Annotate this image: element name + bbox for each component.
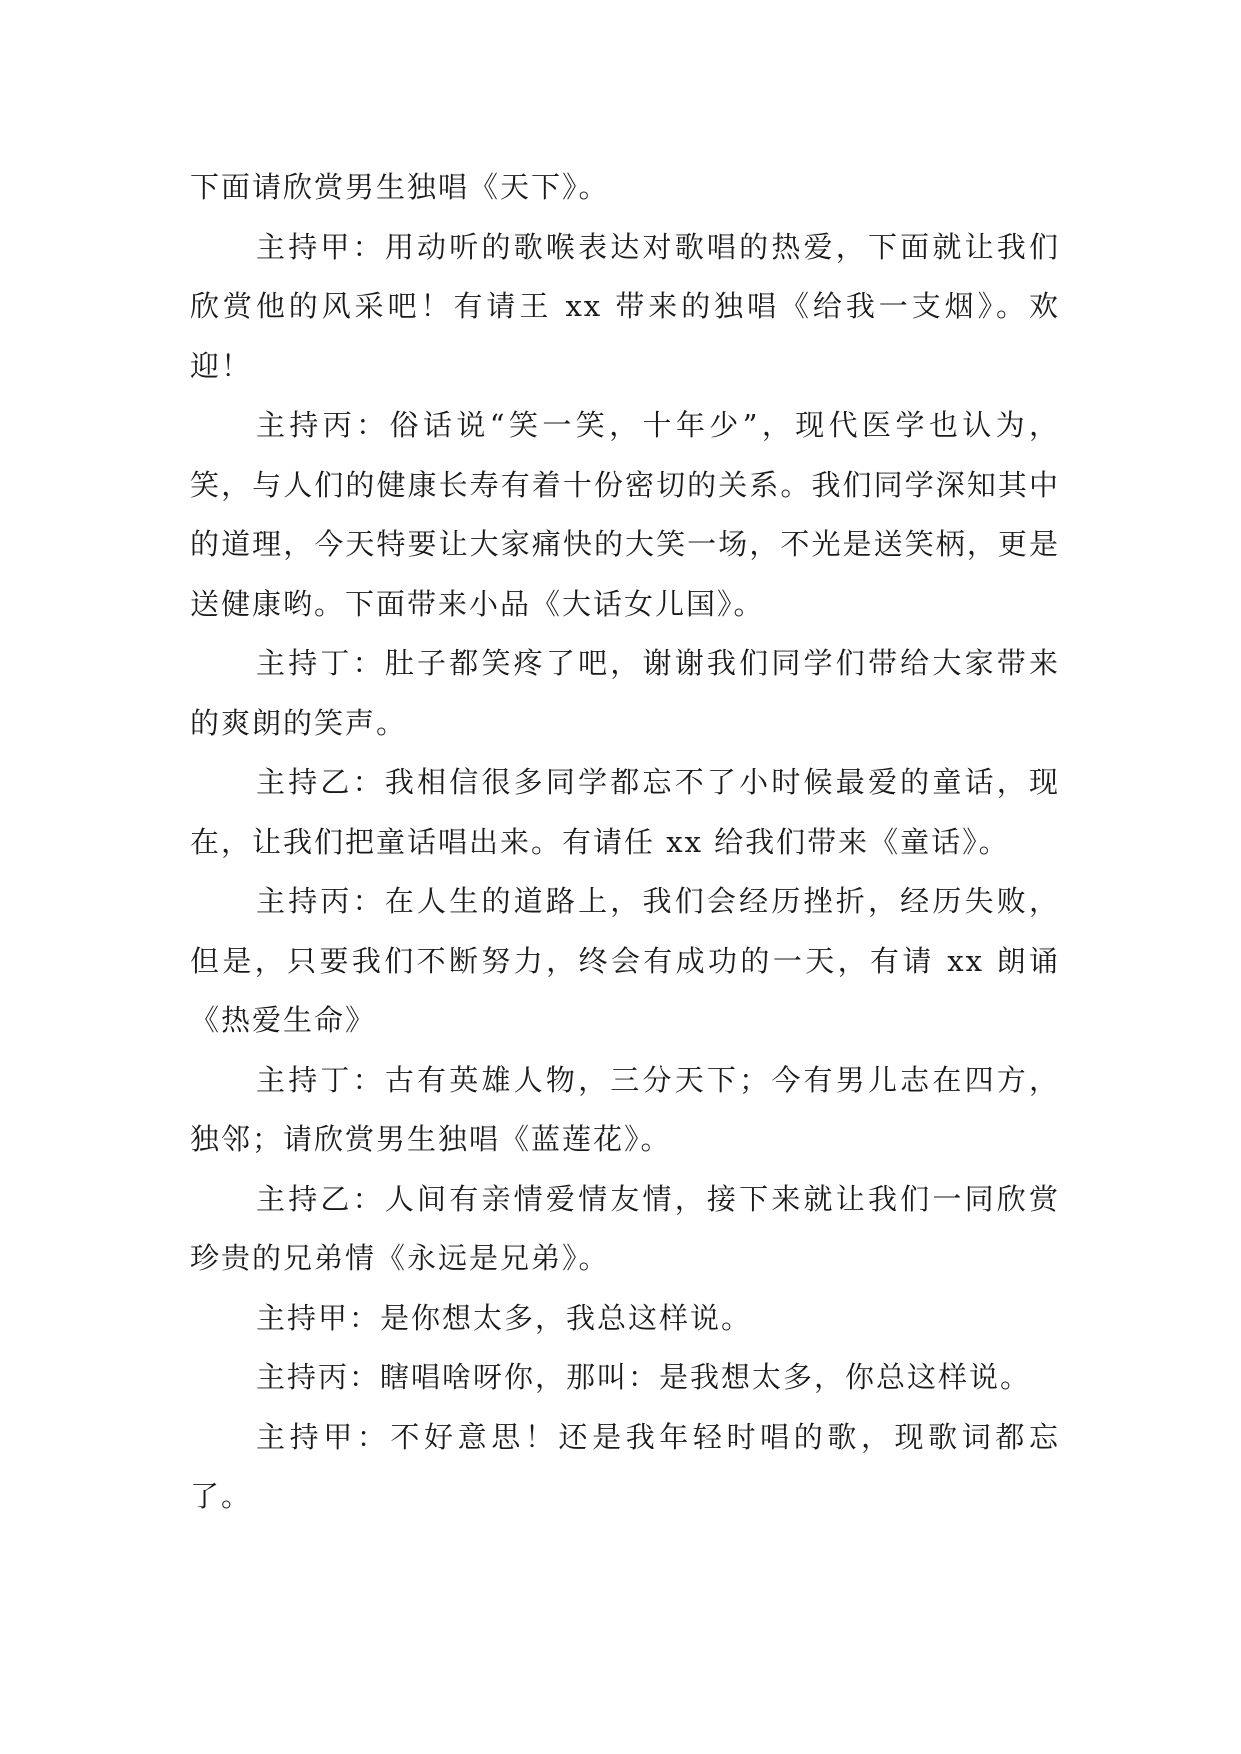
paragraph-4: 主持乙：我相信很多同学都忘不了小时候最爱的童话，现在，让我们把童话唱出来。有请任 xx 给我们带来《童话》。 <box>190 765 1060 859</box>
paragraph-2: 主持丙：俗话说“笑一笑，十年少”，现代医学也认为，笑，与人们的健康长寿有着十份密切的关系。我们同学深知其中的道理，今天特要让大家痛快的大笑一场，不光是送笑柄，更是送健康哟。下面带来小品《大话女儿国》。 <box>190 408 1060 621</box>
paragraph-10: 主持甲：不好意思！还是我年轻时唱的歌，现歌词都忘了。 <box>190 1419 1060 1513</box>
paragraph-3: 主持丁：肚子都笑疼了吧，谢谢我们同学们带给大家带来的爽朗的笑声。 <box>190 646 1060 740</box>
paragraph-6: 主持丁：古有英雄人物，三分天下；今有男儿志在四方，独邻；请欣赏男生独唱《蓝莲花》。 <box>190 1062 1060 1156</box>
paragraph-5: 主持丙：在人生的道路上，我们会经历挫折，经历失败，但是，只要我们不断努力，终会有成功的一天，有请 xx 朗诵《热爱生命》 <box>190 884 1060 1037</box>
paragraph-0: 下面请欣赏男生独唱《天下》。 <box>190 170 610 204</box>
paragraph-7: 主持乙：人间有亲情爱情友情，接下来就让我们一同欣赏珍贵的兄弟情《永远是兄弟》。 <box>190 1181 1060 1275</box>
paragraph-9: 主持丙：瞎唱啥呀你，那叫：是我想太多，你总这样说。 <box>256 1360 1032 1394</box>
paragraph-8: 主持甲：是你想太多，我总这样说。 <box>256 1300 753 1335</box>
paragraph-1: 主持甲：用动听的歌喉表达对歌唱的热爱，下面就让我们欣赏他的风采吧！有请王 xx 带来的独唱《给我一支烟》。欢迎！ <box>190 229 1060 383</box>
document-body <box>190 158 1060 1527</box>
